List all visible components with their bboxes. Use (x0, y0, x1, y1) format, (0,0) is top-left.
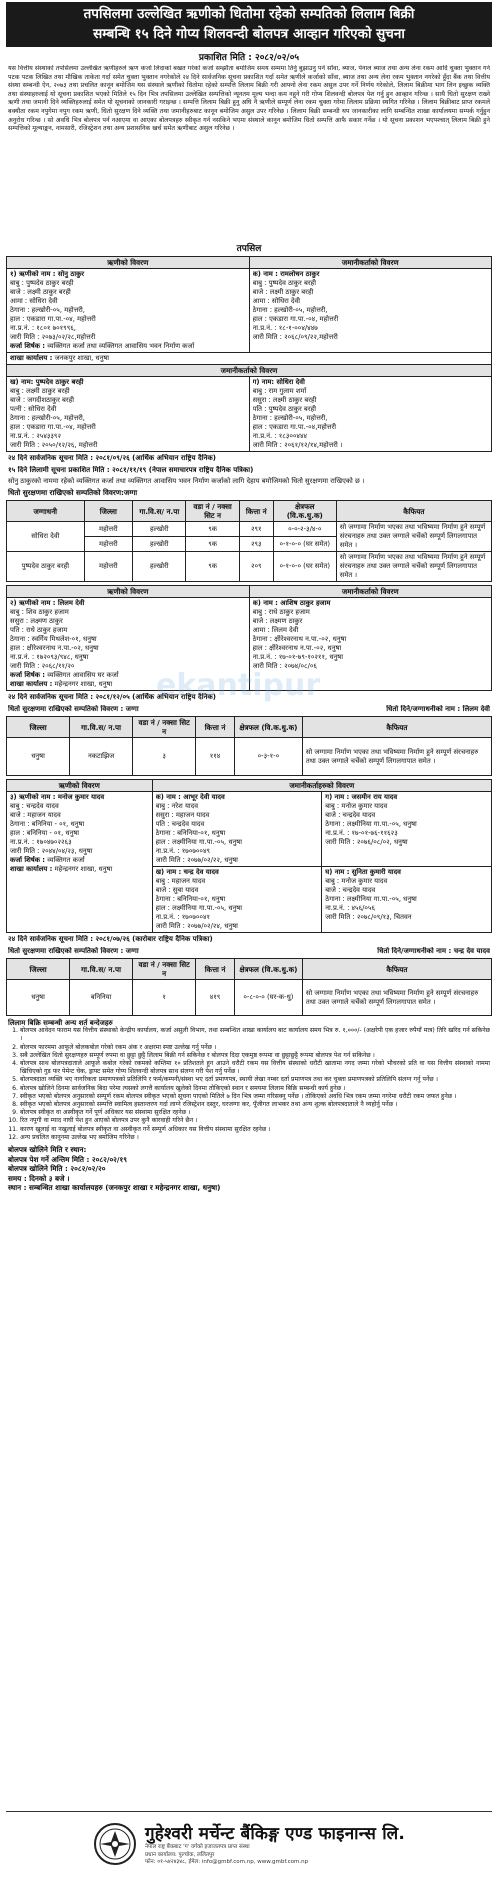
guarantors-header: जमानीकर्ताहरुको विवरण (152, 780, 492, 792)
guarantor-field: बाजे : जगदीशठाकुर बरही (10, 396, 75, 404)
guarantor-field: आमा : लिलम देवी (252, 626, 299, 634)
vdc-cell: हल्खोरी (133, 522, 186, 537)
col-vdc: गा.वि.स/ न.पा (70, 959, 133, 980)
col-ward: वडा नं / नक्सा सिट न (186, 501, 239, 522)
col-vdc: गा.वि.स/ न.पा (70, 717, 133, 738)
guarantor-field: जारी मिति : २०६८/०९/२२,महोत्तरी (252, 333, 338, 341)
borrower-field: बाजे : लक्ष्मी ठाकुर बरही (10, 288, 71, 296)
guarantor-field: पत्नी : सोधिरा देवी (10, 405, 57, 413)
loan-title-row (10, 342, 246, 351)
list-item: 7. स्वीकृत भएको बोलपत्र अनुसारको सम्पूर्ण रकम बोलपत्र स्वीकृत भएको सूचना पाएको मितिले ७ दिन भित्र जम्मा गरिसक्नु पर्नेछ । तोकिएको अवधि भित्र रकम जम्मा नगरेमा धरौटी रकम जफत हुनेछ । (20, 1093, 490, 1101)
branch-value: जनकपुर शाखा, धनुषा (54, 354, 110, 362)
guarantor-field: बाजे : चन्द्रदेव यादव (325, 811, 376, 819)
title-line-2: सम्बन्धि १५ दिने गोप्य शिलवन्दी बोलपत्र आव्हान गरिएको सुचना (93, 26, 405, 42)
bank-info (145, 1821, 405, 1867)
bank-address-line: नेपाल राष्ट्र बैंकबाट 'ग' वर्गको इजाजतपत्र प्राप्त संस्था (144, 1844, 250, 1851)
col-ward: वडा नं / नक्सा सिट न (133, 959, 196, 980)
bid-dates (8, 1145, 490, 1193)
property-label: धितो सुरक्षणमा राखिएको सम्पतिको विवरण : जग्गा (8, 946, 139, 955)
col-area: क्षेत्रफल (वि.क.धु.क) (234, 717, 302, 738)
kitta-cell: ११४ (196, 738, 235, 776)
col-area: क्षेत्रफल (वि.क.धु.क) (273, 501, 336, 522)
list-item: 10. रित नपुगी वा म्याद नाघी पेश हुन आएको बोलपत्र उपर कुनै कारवाही गरिने छैन । (20, 1117, 490, 1125)
guarantor-name: ग) नाम : जसमीन राय यादव (325, 793, 398, 801)
guarantor-field: ना.प्र.नं. : २५४३३९२ (10, 432, 62, 440)
guarantor-name: क) नाम : रामलोचन ठाकुर (252, 270, 320, 278)
borrower-field: ठेगाना : हल्खोरी-०५, महोत्तरी, (10, 306, 85, 314)
bid-last-date: बोलपत्र पेश गर्ने अन्तिम मिति : २०८२/०२/१९ (8, 1154, 128, 1164)
bank-address-line: प्रधान कार्यालय: पुल्चोक, ललितपुर (144, 1851, 215, 1858)
borrower-field: बाबु : पुष्पदेव ठाकुर बरही (10, 279, 74, 287)
list-item: 4. बोलपत्र साथ बोलपत्रदाताले आफूले कबोल गरेको रकमको कम्तिमा १० प्रतिशतले हुन आउने धरौटी रकम यस वित्तीय संस्थाको धरौटी खातामा नगद जम्मा गरेको भौचरको प्रति वा यस वित्तीय संस्थाको नाममा खिचिएको गुड फर पेमेन्ट चेक, ड्राफ्ट समेत गोप्य शिलवन्दी बोलपत्र साथ संलग्न गरी पेश गर्नु पर्नेछ । (20, 1060, 490, 1076)
district-cell: धनुषा (7, 980, 70, 1016)
case3-details-table (6, 779, 492, 933)
guarantor-field: पति : चन्द्रदेव यादव (155, 820, 205, 828)
guarantor-field: ठेगाना : हल्खोरी-०५, महोत्तरी, (252, 306, 328, 314)
col-district: जिल्ला (7, 717, 70, 738)
conditions-title: लिलाम बिक्रि सम्बन्धी अन्य शर्त बन्देजहरु (8, 1019, 113, 1027)
guarantor-field: हाल : लक्ष्मीनिया गा.पा.-०५, धनुषा (155, 838, 242, 846)
guarantor-field: बाबु : मनोज कुमार यादव (325, 802, 388, 810)
guarantor-field: ठेगाना : क्षीरेश्वरनाथ न.पा.-०२, धनुषा (252, 635, 347, 643)
list-item: 5. बोलपत्रदाता व्यक्ति भए नागरिकता प्रमाणपत्रको प्रतिलिपि र फर्म/कम्पनी/संस्था भए दर्ता प्रमाणपत्र, स्थायी लेखा नम्बर दर्ता प्रमाणपत्र तथा कर चुक्ता प्रमाणपत्रको प्रतिलिपि संलग्न गर्नु पर्नेछ । (20, 1076, 490, 1084)
bid-open-date: बोलपत्र खोलिने मिति : २०८२/०२/२० (8, 1164, 106, 1174)
watermark: ekantipur (156, 668, 321, 703)
case1-borrower-cell (7, 269, 250, 353)
guarantor-name: ख) नाम : चन्द्र देव यादव (155, 868, 219, 876)
guarantor-field: जारी मिति : २०७४/०८/०६ (252, 662, 317, 670)
guarantor-field: ना.प्र.नं. : १७०७००४९ (155, 847, 211, 855)
branch-value: महेन्द्रनगर शाखा, धनुषा (54, 680, 113, 688)
col-remarks: कैफियत (336, 501, 491, 522)
table-row (7, 552, 492, 582)
area-cell: ०-३-१-० (234, 738, 302, 776)
vdc-cell: नकटाझिज (70, 738, 133, 776)
col-remarks: कैफियत (302, 717, 491, 738)
guarantor-field: हाल : एकडारा गा.पा.-०४, महोत्तरी (10, 423, 96, 431)
col-vdc: गा.वि.स/ न.पा (133, 501, 186, 522)
borrower-field: जारी मिति : २०६८/११/२० (10, 662, 75, 670)
table-row (7, 522, 492, 537)
bid-place: स्थान : सम्बन्धित शाखा कार्यालयहरु (जनकपुर शाखा र महेन्द्रनगर शाखा, धनुषा) (8, 1183, 221, 1193)
guarantor-name: क) नाम : आशिष ठाकुर हजाम (252, 599, 331, 607)
loan-title-key: कर्जा शिर्षक : (10, 856, 46, 864)
case1-notice-24: २४ दिने सार्वजनिक सूचना मिति : २०८१/०९/२६ (आर्थिक अभियान राष्ट्रिय दैनिक) (8, 454, 216, 462)
guarantor-field: बाबु : मनोज कुमार यादव (325, 877, 388, 885)
guarantor-field: जारी मिति : २०६१/१२/१४,महोत्तरी । (252, 441, 343, 449)
loan-title-row (10, 671, 246, 680)
case2-borrower-cell (7, 598, 250, 691)
case3-borrower-cell (7, 792, 153, 933)
borrower-field: पति : राधे ठाकुर हजाम (10, 626, 68, 634)
district-cell: महोत्तरी (84, 537, 133, 552)
guarantor-field: ठेगाना : लक्ष्मीनिया गा.पा.-०५, धनुषा (325, 820, 417, 828)
property-type: जग्गा (123, 488, 138, 497)
col-owner: जग्गाधनी (7, 501, 85, 522)
case1-branch-row (7, 353, 492, 365)
guarantor-field: हाल : लक्ष्मीनिया गा.पा.-०५, धनुषा (155, 904, 242, 912)
case1-loan-note: सोनु ठाकुरको नाममा रहेको व्यक्तिगत कर्जा तथा व्यक्तिगत आवासिय भवन निर्माण कर्जाको लागि देहाय बमोजिमको धितो सुरक्षणमा राखिएको छ । (8, 477, 365, 485)
case3-property-table (6, 958, 492, 1016)
list-item: 2. बोलपत्र फारममा आफूले बोलकबोल गरेको रकम अंक र अक्षरमा स्पष्ट उल्लेख गर्नु पर्नेछ । (20, 1044, 490, 1052)
borrower-field: आमा : सोधिरा देवी (10, 297, 58, 305)
case3-notice-24: २४ दिने सार्वजनिक सूचना मिति : २०८१/०७/२६ (कारोबार राष्ट्रिय दैनिक पत्रिका) (8, 935, 213, 943)
guarantor-field: आमा : सोधिरा देवी (252, 297, 301, 305)
remarks-cell: सो जग्गामा निर्माण भएका तथा भविष्यमा निर्माण हुने सम्पूर्ण संरचनाहरु तथा उक्त जग्गाले चर्चेको सम्पूर्ण लिगलगापात समेत । (336, 552, 491, 582)
case1-property-table (6, 500, 492, 582)
guarantor-name: क) नाम : आभूर देवी यादव (155, 793, 225, 801)
guarantor-field: हाल : क्षीरेश्वरनाथ न.पा.-०२, धनुषा (252, 644, 342, 652)
borrower-field: जारी मिति : २०७३/०२/२८,महोत्तरी (10, 333, 96, 341)
owner-label: धितो दिने/जग्गाधनीको नाम : लिलम देवी (386, 704, 490, 713)
list-item: 9. बोलपत्र स्वीकृत वा अस्वीकृत गर्ने पूर्ण अधिकार यस संस्थामा सुरक्षित रहनेछ । (20, 1109, 490, 1117)
bank-logo-icon (93, 1822, 137, 1866)
col-kitta: कित्ता नं (196, 717, 235, 738)
branch-row (10, 865, 149, 874)
area-cell: ०-०-२-३/४-० (273, 522, 336, 537)
borrower-field: जारी मिति : २०४४/०४/२३, धनुषा (10, 847, 93, 855)
branch-key: शाखा कार्यालय : (10, 680, 53, 688)
case2-guarantor-a-cell (249, 598, 492, 691)
ward-cell: ९क (186, 552, 239, 582)
case1-property-heading (8, 488, 490, 498)
col-kitta: कित्ता नं (239, 501, 273, 522)
borrower-field: हाल : एकडारा गा.पा.-०४, महोत्तरी (10, 315, 96, 323)
borrower-field: ना.प्र.नं. : १७२०९३/९४८, धनुषा (10, 653, 89, 661)
col-area: क्षेत्रफल (वि.क.धु.क) (234, 959, 302, 980)
borrower-field: ना.प्र.नं. : १७०४७०२२६३ (10, 838, 72, 846)
guarantor-field: ना.प्र.नं. : ४५६/०५६ (325, 904, 376, 912)
district-cell: महोत्तरी (84, 522, 133, 537)
list-item: 12. अन्य प्रचलित कानूनमा उल्लेख भए बमोजिम गरिनेछ । (20, 1134, 490, 1142)
area-cell: ०-१-०-० (घर समेत) (273, 537, 336, 552)
guarantor-field: जारी मिति : २०७८/०९/१३, चितवन (325, 913, 412, 921)
case3-guarantor-b-cell (152, 867, 322, 933)
vdc-cell: बनिनिया (70, 980, 133, 1016)
borrower-field: हाल : बनिनिया - ०१, धनुषा (10, 829, 80, 837)
borrower-field: ना.प्र.नं. : १८०१ ७०१९९६, (10, 324, 76, 332)
guarantor-field: बाबु : महाजन यादव (155, 877, 206, 885)
property-label: धितो सुरक्षणमा राखिएको सम्पतिको विवरण : जग्गा (8, 704, 139, 713)
col-district: जिल्ला (84, 501, 133, 522)
guarantor-field: बाजे : चन्द्रदेव यादव (325, 886, 376, 894)
list-item: 11. कारण खुलाई वा नखुलाई बोलपत्र स्वीकृत वा अस्वीकृत गर्ने सम्पूर्ण अधिकार यस वित्तीय संस्थामा सुरक्षित रहनेछ । (20, 1126, 490, 1134)
loan-title-key: कर्जा शिर्षक : (10, 671, 46, 679)
borrower-field: बाबु : चन्द्रदेव यादव (10, 802, 59, 810)
loan-title-value: व्यक्तिगत कर्जा (47, 856, 85, 864)
guarantor-field: बाबु : पुष्पदेव ठाकुर बरही (252, 279, 316, 287)
guarantor-field: बाजे : सुबा यादव (155, 886, 199, 894)
guarantor-header: जमानीकर्ताको विवरण (249, 257, 492, 269)
guarantor-field: जारी मिति : २०५०/१२/२६, महोत्तरी (10, 441, 98, 449)
borrower-field: हाल : क्षीरेश्वरनाथ न.पा.-०२, धनुषा (10, 644, 99, 652)
guarantor-field: ससुरा : महाजन यादव (155, 811, 210, 819)
list-item: 3. सबै उल्लेखित धितो सुरक्षणहरु सम्पूर्ण रुपमा वा छुट्टा छुट्टै लिलाम बिक्री गर्न सकिनेछ र बोलपत्र दिदा एकमुष्ठ रूपमा वा छुट्टाछुट्टै रूपमा बोलपत्र पेश गर्न सकिनेछ । (20, 1052, 490, 1060)
kitta-cell: २९३ (239, 537, 273, 552)
borrower-header: ऋणीको विवरण (7, 780, 153, 792)
guarantor-field: बाजे : लक्ष्मी ठाकुर बरही (252, 288, 314, 296)
guarantor-field: ना.प्र.नं. : १७-०१-७९-१०२११, धनुषा (252, 653, 343, 661)
guarantor-field: ना.प्र.नं. : १८-१-००४/४४७ (252, 324, 318, 332)
borrower-name: २) ऋणीको नाम : लिलम देवी (10, 599, 85, 607)
case1-details-table (6, 256, 492, 452)
guarantor-field: बाबु : नरेश यादव (155, 802, 199, 810)
borrower-name: १) ऋणीको नाम : सोनु ठाकुर (10, 270, 85, 278)
bank-address-line: फोन: ०१-५४२४३४८, ईमेल: info@gmbf.com.np, www.gmbf.com.np (144, 1859, 309, 1866)
remarks-cell: सो जग्गामा निर्माण भएका तथा भविष्यमा निर्माण हुने सम्पूर्ण संरचनाहरु तथा उक्त जग्गाले चर्चेको सम्पूर्ण लिगलगापात समेत । (336, 522, 491, 552)
remarks-cell: सो जग्गामा निर्माण भएका तथा भविष्यमा निर्माण हुने सम्पूर्ण संरचनाहरु तथा उक्त जग्गाले चर्चेको सम्पूर्ण लिगलगापात समेत । (302, 980, 491, 1016)
guarantor-field: बाबु : लक्ष्मी ठाकुर बरही (10, 387, 70, 395)
case3-guarantor-d-cell (322, 867, 492, 933)
guarantor-field: जारी मिति : २०७७/०२/२२, धनुषा (155, 856, 238, 864)
col-kitta: कित्ता नं (196, 959, 235, 980)
col-ward: वडा नं / नक्सा सिट न (133, 717, 196, 738)
borrower-field: ठेगाना : बनिनिया - ०१, धनुषा (10, 820, 85, 828)
vdc-cell: हल्खोरी (133, 537, 186, 552)
guarantor-field: ना.प्र.नं. : १८३००४४४ (252, 432, 308, 440)
kitta-cell: ४१९ (196, 980, 235, 1016)
title-line-1: तपसिलमा उल्लेखित ऋणीको धितोमा रहेको सम्पतिको लिलाम बिक्री (83, 6, 415, 22)
guarantor-field: ठेगाना : बनिनिया-०१, धनुषा (155, 895, 226, 903)
case2-details-table (6, 585, 492, 691)
table-row (7, 980, 492, 1016)
owner-label: धितो दिने/जग्गाधनीको नाम : चन्द्र देव यादव (377, 946, 490, 955)
guarantor-field: बाबु : राधे ठाकुर हजाम (252, 608, 310, 616)
owner-cell: पुष्पदेव ठाकुर बरही (7, 552, 85, 582)
branch-value: महेन्द्रनगर शाखा, धनुषा (54, 865, 113, 873)
borrower-field: ससुरा : लक्ष्मण ठाकुर (10, 617, 63, 625)
area-cell: ०-१-०-० (घर समेत) (273, 552, 336, 582)
guarantor-field: ससुरा : लक्ष्मी ठाकुर बरही (252, 396, 317, 404)
guarantor-field: जारी मिति : २०७६/०८/०२, धनुषा (325, 838, 408, 846)
loan-title-value: व्यक्तिगत आवासिय घर कर्जा (47, 671, 119, 679)
conditions-section (8, 1019, 490, 1142)
list-item: 8. स्वीकृत भएको बोलपत्र अनुसारको सम्पत्ति स्वामित्व हस्तान्तरण गर्दा लाग्ने रजिस्ट्रेशन दस्तुर, घरजग्गा कर, पूँजीगत लाभकर तथा अन्य शुल्क बोलपत्रदाताले नै व्यहोर्नु पर्नेछ । (20, 1101, 490, 1109)
list-item: 6. बोलपत्र खोलिने दिनमा सार्वजनिक बिदा परेमा त्यसको लगत्तै कार्यालय खुलेको दिनमा तोकिएको स्थान र समयमा लिलाम बिक्रि सम्बन्धी कार्य हुनेछ । (20, 1085, 490, 1093)
guarantor-field: ना.प्र.नं. : १७०७००४१ (155, 913, 211, 921)
guarantor-name: घ) नाम : सुनिता कुमारी यादव (325, 868, 401, 876)
bid-time: समय : दिनको ३ बजे । (8, 1173, 70, 1183)
branch-key: शाखा कार्यालय : (10, 865, 53, 873)
guarantor-field: ना.प्र.नं. : १७-०१-७६-११६२३ (325, 829, 398, 837)
guarantor-name: ख) नाम: पुष्पदेव ठाकुर बरही (10, 378, 84, 386)
guarantor-header: जमानीकर्ताको विवरण (249, 586, 492, 598)
col-remarks: कैफियत (302, 959, 491, 980)
ward-cell: ३ (133, 738, 196, 776)
vdc-cell: हल्खोरी (133, 552, 186, 582)
loan-title-value: व्यक्तिगत कर्जा तथा व्यक्तिगत आवासिय भवन निर्माण कर्जा (47, 342, 195, 350)
guarantor-field: बाजे : लक्ष्मण ठाकुर (252, 617, 303, 625)
ward-cell: १ (133, 980, 196, 1016)
table-row (7, 738, 492, 776)
kitta-cell: २०९ (239, 552, 273, 582)
guarantor-field: जारी मिति : २०७७/०२/२४, धनुषा (155, 922, 238, 930)
borrower-header: ऋणीको विवरण (7, 257, 250, 269)
borrower-field: बाबु : शिव ठाकुर हजाम (10, 608, 69, 616)
remarks-cell: सो जग्गामा निर्माण भएका तथा भविष्यमा निर्माण हुने सम्पूर्ण संरचनाहरु तथा उक्त जग्गाले चर्चेको सम्पूर्ण लिगलगापात समेत । (302, 738, 491, 776)
tapsil-heading: तपसिल (236, 244, 262, 254)
bid-dates-heading: बोलपत्र खोलिने मिति र स्थान: (8, 1145, 87, 1155)
guarantor-field: बाबु : राम गुलाम शर्मा (252, 387, 307, 395)
property-intro: धितो सुरक्षणमा राखिएको सम्पतिको विवरण: (8, 488, 124, 497)
case1-notice-15: १५ दिने लिलामी सूचना प्रकाशित मिति : २०८१/११/१९ (नेपाल समाचारपत्र राष्ट्रिय दैनिक पत्रिका) (8, 465, 254, 474)
guarantor-field: हाल : एकडारा गा.पा.-०४, महोत्तरी (252, 315, 339, 323)
guarantor-name: ग) नाम: सोधिरा देवी (252, 378, 305, 386)
guarantor-header: जमानीकर्ताको विवरण (7, 365, 492, 377)
guarantor-field: ठेगाना : बनिनिया-०१, धनुषा (155, 829, 226, 837)
loan-title-key: कर्जा शिर्षक : (10, 342, 46, 350)
borrower-name: ३) ऋणीको नाम : मनोज कुमार यादव (10, 793, 105, 801)
guarantor-field: हाल : एकडारा गा.पा.-०४,महोत्तरी (252, 423, 337, 431)
borrower-field: बाजे : महाजन यादव (10, 811, 61, 819)
case3-property-heading (8, 947, 490, 957)
case2-property-table (6, 716, 492, 776)
owner-cell: सोधिरा देवी (7, 522, 85, 552)
col-district: जिल्ला (7, 959, 70, 980)
guarantor-field: ठेगाना : लक्ष्मीनिया गा.पा.-०५, धनुषा (325, 895, 417, 903)
bank-footer (6, 1811, 492, 1876)
case2-property-heading (8, 705, 490, 715)
guarantor-field: ठेगाना : हल्खोरी-०५, महोत्तरी, (252, 414, 328, 422)
ward-cell: ९क (186, 537, 239, 552)
branch-key: शाखा कार्यालय : (10, 354, 53, 362)
published-date: प्रकाशित मिति : २०८२/०२/०५ (198, 53, 300, 63)
case1-guarantor-c-cell (249, 377, 492, 452)
list-item: 1. बोलपत्र आवेदन फाराम यस वित्तीय संस्थाको केन्द्रीय कार्यालय, कर्जा असुली विभाग, तथा सम्बन्धित शाखा कार्यालय बाट कार्यालय समय भित्र रु. १,०००/- (अक्षरेपी एक हजार रुपैयाँ मात्र) तिरि खरिद गर्न सकिनेछ । (20, 1027, 490, 1043)
case1-guarantor-b-cell (7, 377, 250, 452)
notice-title (6, 2, 492, 47)
conditions-list (8, 1027, 490, 1142)
kitta-cell: २९१ (239, 522, 273, 537)
guarantor-field: ठेगाना : हल्खोरी-०५, महोत्तरी, (10, 414, 85, 422)
loan-title-row (10, 856, 149, 865)
case3-guarantor-c-cell (322, 792, 492, 867)
case2-notice-24: २४ दिने सार्वजनिक सूचना मिति : २०८१/१२/०५ (आर्थिक अभियान राष्ट्रिय दैनिक) (8, 693, 216, 701)
borrower-field: ठेगाना : स्वर्गिय मिथलेश-०१, धनुषा (10, 635, 97, 643)
district-cell: धनुषा (7, 738, 70, 776)
notice-page (6, 0, 492, 1866)
borrower-header: ऋणीको विवरण (7, 586, 250, 598)
ward-cell: ९क (186, 522, 239, 537)
intro-paragraph: यस वित्तीय संस्थाको तपसिलमा उल्लेखित ऋणीहरुले ऋण कर्जा लिदाको बखत गरेको कर्जा सम्झौता बमोजिम समय सम्ममा तिर्नु बुझाउनु पर्ने साँवा, ब्याज, पेनाल ब्याज तथा अन्य लेना रकम आदि चुक्ता भुक्तान गर्न पटक पटक लिखित तथा मौखिक ताकेता गर्दा समेत चुक्ता भुक्तान नगरेकोले २४ दिने सार्वजनिक सूचना प्रकाशित गर्दा समेत ऋणीले कर्जाको साँवा, ब्याज तथा अन्य लेना रकम भुक्तान नगरेको हुँदा बैंक तथा वित्तीय संस्था सम्बन्धी ऐन, २०७३ तथा प्रचलित कानून बमोजिम यस संस्थाले ऋणीको धितोमा रहेको सम्पत्ति लिलाम बिक्री गरी आफ्नो लेना रकम असुल उपर गर्ने निर्णय गरेकोले, लिलाम बिक्रीमा भाग लिन इच्छुक व्यक्ति तथा संस्थाहरुलाई यो सूचना प्रकाशित भएको मितिले १५ दिन भित्र तपसिलमा उल्लेखित सम्पत्तिको न्यूनतम मूल्य भन्दा कम नहुने गरी गोप्य शिलवन्दी बोलपत्र पेश गर्नु हुन आव्हान गरिन्छ । साथै धितो सुरक्षण राख्ने ऋणी तथा जमानी दिने व्यक्तिहरुलाई समेत यो सूचनाको जानकारी गराइन्छ । सम्पत्ति लिलाम बिक्री हुनु अघि नै ऋणीले सम्पूर्ण लेना रकम चुक्ता गरेमा लिलाम प्रक्रिया स्थगित गरिनेछ । लिलाम बिक्रीबाट प्राप्त रकमले बक्यौता रकम नपुगेमा नपुग रकम ऋणी, धितो सुरक्षण दिने व्यक्ति तथा जमानीहरुबाट कानून बमोजिम असुल उपर गरिनेछ । लिलाम बिक्री सम्बन्धी थप जानकारीका लागि सम्बन्धित शाखा कार्यालयमा सम्पर्क गर्नुहुन अनुरोध गरिन्छ । सो अवधि भित्र बोलपत्र पर्न नआएमा वा आएका बोलपत्रहरु स्वीकृत गर्न नसकिने भएमा संस्थाले कानून बमोजिम धितो सम्पत्ति आफै सकार गर्नेछ । यो सूचना प्रकाशन भएपश्चात् लिलाम बिक्री हुने सम्पत्तिको मूल्याङ्कन, नामसारी, रजिस्ट्रेशन तथा अन्य प्रशासनिक खर्च समेत ऋणीबाट असुल गरिनेछ । (8, 65, 490, 133)
area-cell: ०-८-०-० (घर-क-धु) (234, 980, 302, 1016)
case1-guarantor-a-cell (249, 269, 492, 353)
guarantor-field: पति : पुष्पदेव ठाकुर बरही (252, 405, 316, 413)
branch-row (10, 680, 246, 689)
district-cell: महोत्तरी (84, 552, 133, 582)
bank-name: गुहेश्वरी मर्चेन्ट बैंकिङ्ग एण्ड फाइनान्स लि. (144, 1824, 406, 1845)
case3-guarantor-a-cell (152, 792, 322, 867)
